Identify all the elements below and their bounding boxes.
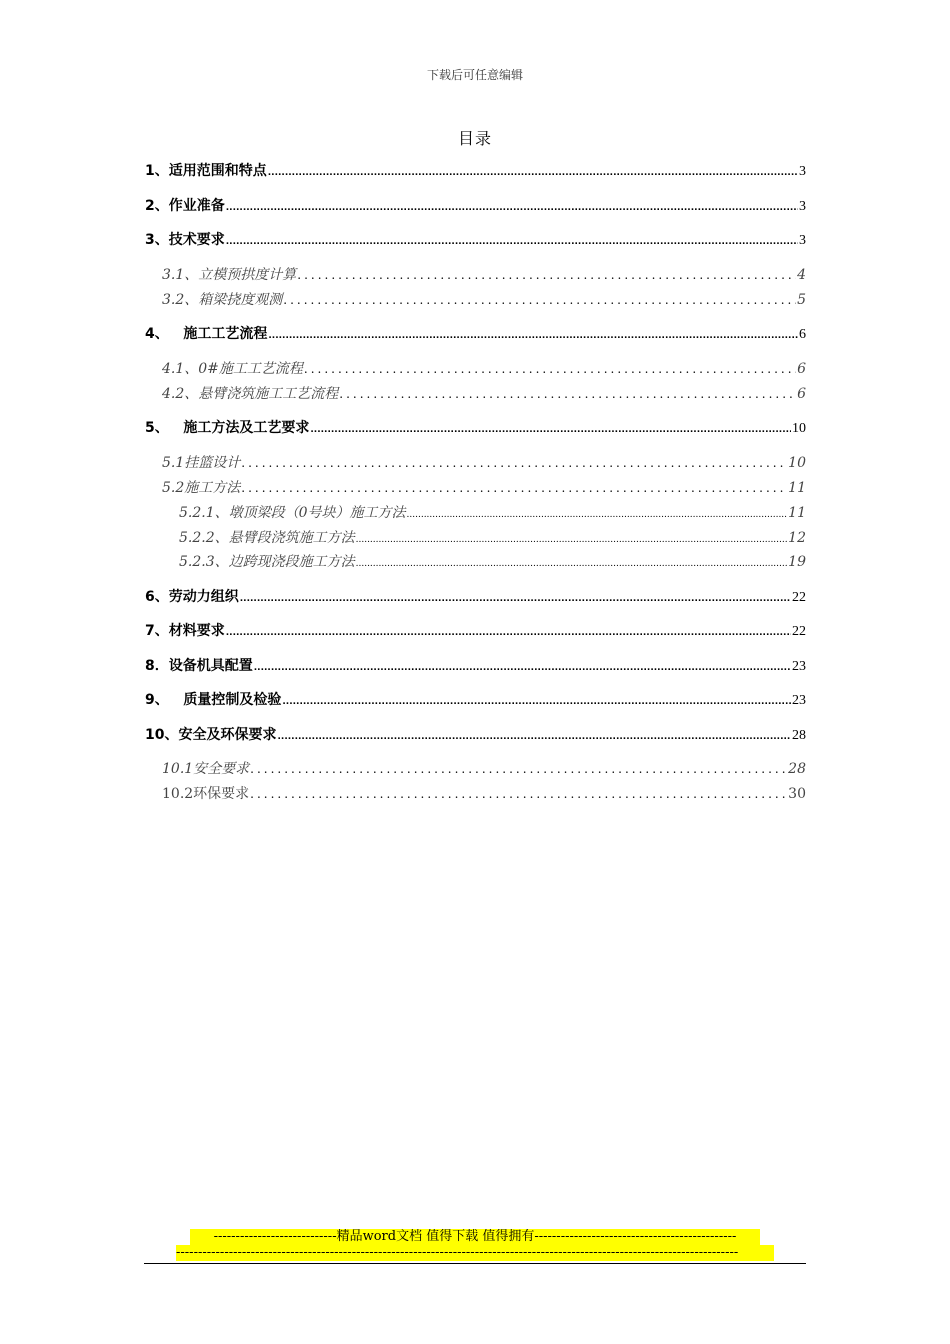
toc-entry-label: 3.1、立模预拱度计算: [162, 267, 297, 283]
toc-entry-label: 1、适用范围和特点: [145, 163, 267, 179]
footer-divider: [144, 1263, 806, 1264]
toc-entry-8[interactable]: [145, 656, 806, 676]
toc-entry-label: 5.1挂篮设计: [162, 455, 241, 471]
toc-entry-4-1[interactable]: [162, 359, 806, 379]
toc-leader-dots: [250, 784, 787, 804]
toc-entry-label: 7、材料要求: [145, 623, 225, 639]
toc-leader-dots: [283, 290, 796, 310]
footer-banner: ----------------------------精品word文档 值得下载 值得拥有----------------------------------------------: [190, 1229, 760, 1245]
toc-entry-page: 22: [792, 624, 806, 639]
toc-entry-label: 4.1、0#施工工艺流程: [162, 361, 303, 377]
toc-leader-dots: [282, 692, 791, 712]
toc-entry-page: 6: [799, 327, 806, 342]
toc-entry-5-2-2[interactable]: [179, 528, 806, 548]
toc-entry-5-2-1[interactable]: [179, 503, 806, 523]
toc-title: 目录: [457, 129, 492, 148]
header-note: 下载后可任意编辑: [426, 68, 523, 82]
toc-leader-dots: [226, 623, 791, 643]
toc-entry-page: 11: [788, 480, 806, 496]
toc-entry-4-2[interactable]: [162, 384, 806, 404]
toc-entry-page: 23: [792, 693, 806, 708]
toc-entry-5[interactable]: [145, 418, 806, 438]
toc-entry-label: 10、安全及环保要求: [145, 727, 277, 743]
toc-entry-label: 9、 质量控制及检验: [145, 692, 282, 708]
toc-entry-10[interactable]: [145, 725, 806, 745]
toc-entry-label: 8．设备机具配置: [145, 658, 253, 674]
toc-entry-label: 5.2.3、边跨现浇段施工方法: [179, 554, 355, 570]
toc-entry-page: 28: [788, 761, 806, 777]
toc-entry-5-2[interactable]: [162, 478, 806, 498]
toc-leader-dots: [297, 265, 796, 285]
toc-entry-10-2[interactable]: [162, 784, 806, 804]
toc-entry-page: 3: [799, 233, 806, 248]
toc-entry-page: 23: [792, 659, 806, 674]
toc-entry-label: 5.2施工方法: [162, 480, 241, 496]
toc-leader-dots: [226, 232, 798, 252]
toc-leader-dots: [254, 658, 791, 678]
toc-entry-label: 5.2.2、悬臂段浇筑施工方法: [179, 530, 355, 546]
toc-entry-label: 4.2、悬臂浇筑施工工艺流程: [162, 386, 339, 402]
toc-entry-page: 28: [792, 728, 806, 743]
toc-entry-6[interactable]: [145, 587, 806, 607]
toc-leader-dots: [356, 554, 788, 574]
toc-entry-page: 12: [788, 530, 806, 546]
toc-entry-label: 10.1安全要求: [162, 761, 250, 777]
toc-entry-label: 5、 施工方法及工艺要求: [145, 420, 310, 436]
toc-entry-label: 10.2环保要求: [162, 786, 250, 802]
toc-entry-page: 11: [788, 505, 806, 521]
toc-entry-page: 3: [799, 199, 806, 214]
toc-entry-page: 3: [799, 164, 806, 179]
toc-entry-label: 4、 施工工艺流程: [145, 326, 268, 342]
toc-entry-1[interactable]: [145, 161, 806, 181]
toc-entry-label: 2、作业准备: [145, 198, 225, 214]
toc-leader-dots: [241, 478, 787, 498]
toc-leader-dots: [241, 453, 787, 473]
footer-dash-line: --------------------------------------------------------------------------------------------------------------------------------: [176, 1245, 774, 1261]
toc-entry-label: 6、劳动力组织: [145, 589, 239, 605]
toc-entry-9[interactable]: [145, 690, 806, 710]
toc-entry-page: 22: [792, 590, 806, 605]
toc-entry-page: 30: [788, 786, 806, 802]
toc-entry-3-1[interactable]: [162, 265, 806, 285]
toc-entry-label: 3、技术要求: [145, 232, 225, 248]
toc-leader-dots: [268, 163, 798, 183]
toc-entry-3[interactable]: [145, 230, 806, 250]
toc-entry-5-1[interactable]: [162, 453, 806, 473]
toc-entry-page: 10: [792, 421, 806, 436]
toc-entry-7[interactable]: [145, 621, 806, 641]
toc-leader-dots: [407, 505, 788, 525]
toc-entry-page: 4: [797, 267, 806, 283]
toc-leader-dots: [250, 759, 787, 779]
toc-entry-4[interactable]: [145, 324, 806, 344]
toc-entry-page: 5: [797, 292, 806, 308]
toc-entry-2[interactable]: [145, 196, 806, 216]
toc-entry-label: 5.2.1、墩顶梁段（0号块）施工方法: [179, 505, 406, 521]
toc-entry-page: 6: [797, 361, 806, 377]
toc-entry-page: 10: [788, 455, 806, 471]
toc-entry-3-2[interactable]: [162, 290, 806, 310]
toc-entry-page: 19: [788, 554, 806, 570]
toc-leader-dots: [339, 384, 796, 404]
toc-leader-dots: [304, 359, 796, 379]
toc-leader-dots: [277, 727, 791, 747]
toc-leader-dots: [226, 198, 798, 218]
toc-entry-10-1[interactable]: [162, 759, 806, 779]
toc-leader-dots: [310, 420, 791, 440]
toc-leader-dots: [356, 530, 788, 550]
toc-entry-5-2-3[interactable]: [179, 552, 806, 572]
toc-leader-dots: [240, 589, 791, 609]
toc-entry-page: 6: [797, 386, 806, 402]
toc-leader-dots: [268, 326, 798, 346]
toc-entry-label: 3.2、箱梁挠度观测: [162, 292, 283, 308]
